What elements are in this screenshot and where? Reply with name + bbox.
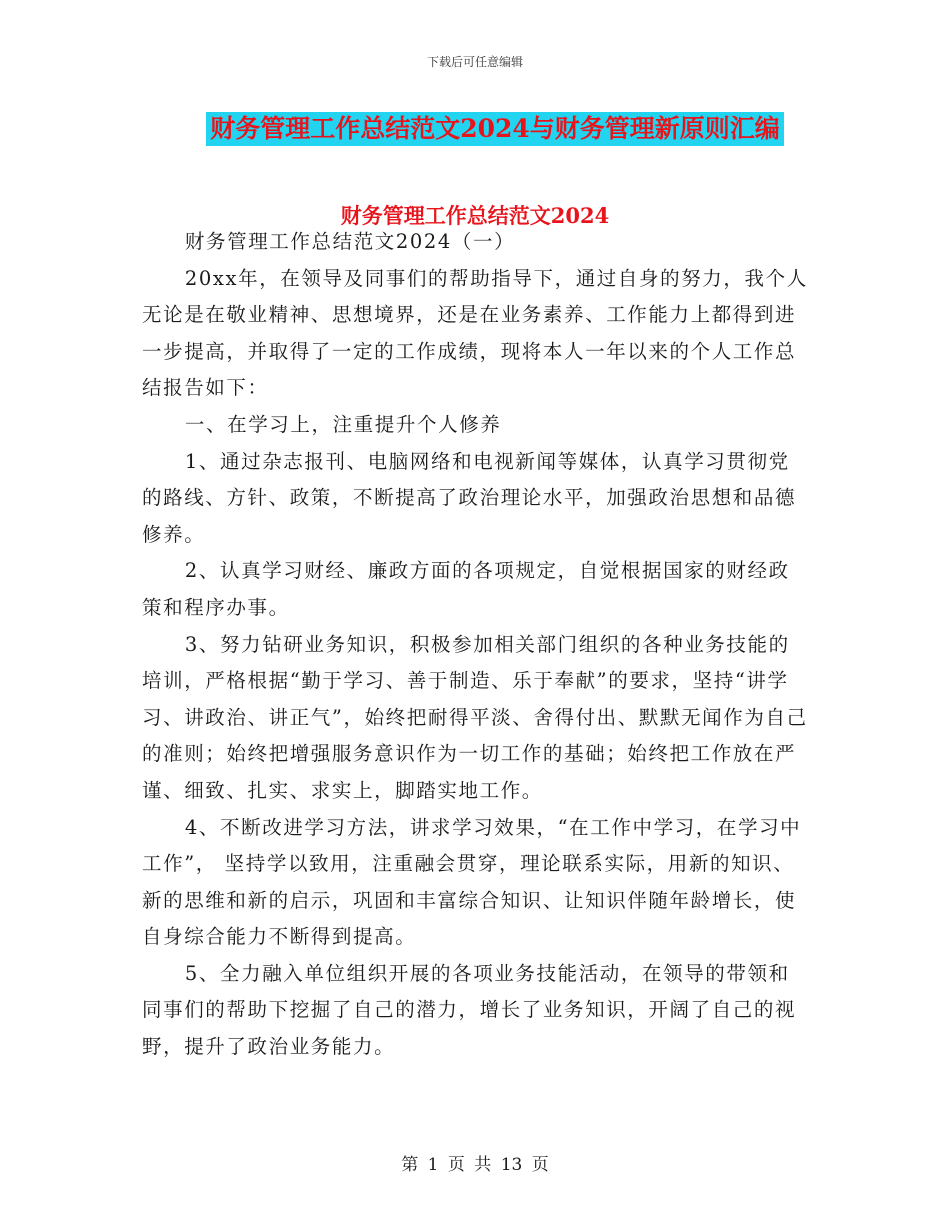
main-title-container <box>0 112 950 146</box>
paragraph-item-4: 4、不断改进学习方法，讲求学习效果，“在工作中学习，在学习中工作”， 坚持学以致用，注重融会贯穿，理论联系实际，用新的知识、新的思维和新的启示，巩固和丰富综合知识、让知识伴随年龄增长，使自身综合能力不断得到提高。 <box>142 815 802 949</box>
paragraph-item-3: 3、努力钻研业务知识，积极参加相关部门组织的各种业务技能的培训，严格根据“勤于学习、善于制造、乐于奉献”的要求，坚持“讲学习、讲政治、讲正气”，始终把耐得平淡、舍得付出、默默无闻作为自己的准则；始终把增强服务意识作为一切工作的基础；始终把工作放在严谨、细致、扎实、求实上，脚踏实地工作。 <box>142 632 808 802</box>
document-body <box>142 224 808 1066</box>
paragraph-item-5: 5、全力融入单位组织开展的各项业务技能活动，在领导的带领和同事们的帮助下挖掘了自己的潜力，增长了业务知识，开阔了自己的视野，提升了政治业务能力。 <box>142 961 797 1059</box>
paragraph-item-2: 2、认真学习财经、廉政方面的各项规定，自觉根据国家的财经政策和程序办事。 <box>142 559 790 619</box>
page-header-note: 下载后可任意编辑 <box>426 55 523 69</box>
paragraph-subtitle: 财务管理工作总结范文2024（一） <box>184 230 516 253</box>
section-title: 财务管理工作总结范文2024 <box>340 203 610 228</box>
paragraph-heading-study: 一、在学习上，注重提升个人修养 <box>184 412 502 436</box>
paragraph-intro: 20xx年，在领导及同事们的帮助指导下，通过自身的努力，我个人无论是在敬业精神、思想境界，还是在业务素养、工作能力上都得到进一步提高，并取得了一定的工作成绩，现将本人一年以来的个人工作总结报告如下： <box>142 266 808 400</box>
document-main-title: 财务管理工作总结范文2024与财务管理新原则汇编 <box>206 112 784 146</box>
page-footer-number: 第 1 页 共 13 页 <box>401 1155 549 1175</box>
paragraph-item-1: 1、通过杂志报刊、电脑网络和电视新闻等媒体，认真学习贯彻党的路线、方针、政策，不断提高了政治理论水平，加强政治思想和品德修养。 <box>142 449 797 546</box>
